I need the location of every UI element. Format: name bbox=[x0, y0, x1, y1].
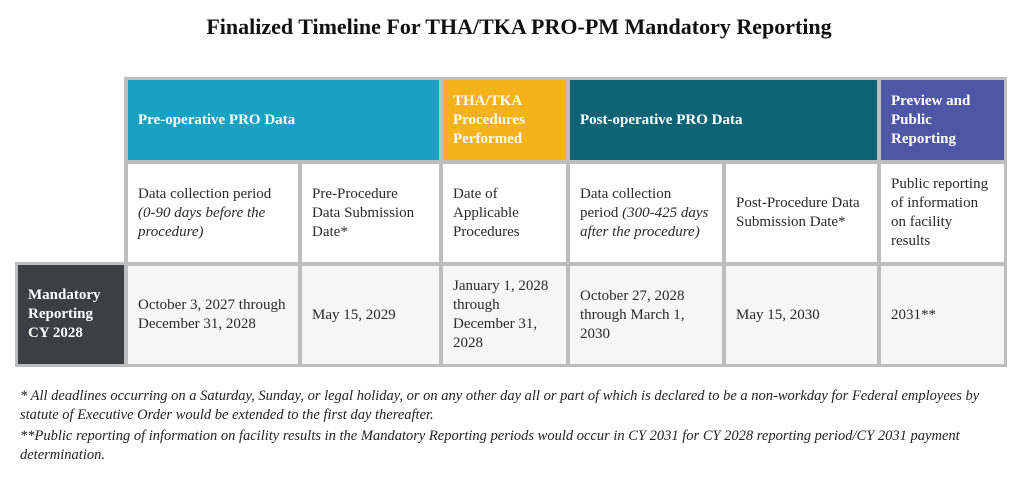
subheader-pre-collection-period bbox=[128, 164, 298, 262]
group-header-pre-operative: Pre-operative PRO Data bbox=[128, 80, 439, 160]
subheader-procedure-dates: Date of Applicable Procedures bbox=[443, 164, 566, 262]
subheader-text: Data collection period bbox=[138, 185, 272, 202]
cell-public-reporting-year: 2031** bbox=[881, 266, 1004, 364]
subheader-italic-note: (300-425 days after the procedure) bbox=[580, 204, 709, 240]
group-header-post-operative: Post-operative PRO Data bbox=[570, 80, 877, 160]
cell-pre-submission-date: May 15, 2029 bbox=[302, 266, 439, 364]
footnote-public-reporting: **Public reporting of information on facility results in the Mandatory Reporting periods would occur in CY 2031 for CY 2028 reporting period/CY 2031 payment determination. bbox=[20, 428, 960, 463]
subheader-post-collection-period bbox=[570, 164, 722, 262]
group-header-procedures: THA/TKA Procedures Performed bbox=[443, 80, 566, 160]
cell-procedure-dates: January 1, 2028 through December 31, 2028 bbox=[443, 266, 566, 364]
subheader-italic-note: (0-90 days before the procedure) bbox=[138, 204, 266, 240]
group-header-preview-public: Preview and Public Reporting bbox=[881, 80, 1004, 160]
cell-pre-collection-period: October 3, 2027 through December 31, 2028 bbox=[128, 266, 298, 364]
cell-post-submission-date: May 15, 2030 bbox=[726, 266, 877, 364]
page-title: Finalized Timeline For THA/TKA PRO-PM Mandatory Reporting bbox=[206, 14, 832, 39]
row-label-mandatory-reporting: Mandatory Reporting CY 2028 bbox=[18, 265, 124, 364]
subheader-text: Data collection period bbox=[580, 185, 672, 221]
subheader-public-reporting: Public reporting of information on facility results bbox=[881, 164, 1004, 262]
subheader-post-submission-date: Post-Procedure Data Submission Date* bbox=[726, 164, 877, 262]
cell-post-collection-period: October 27, 2028 through March 1, 2030 bbox=[570, 266, 722, 364]
footnote-deadlines: * All deadlines occurring on a Saturday, Sunday, or legal holiday, or on any other day all or part of which is declared to be a non-workday for Federal employees by statute of Executive Order would be extended to the first day thereafter. bbox=[20, 388, 980, 423]
subheader-pre-submission-date: Pre-Procedure Data Submission Date* bbox=[302, 164, 439, 262]
